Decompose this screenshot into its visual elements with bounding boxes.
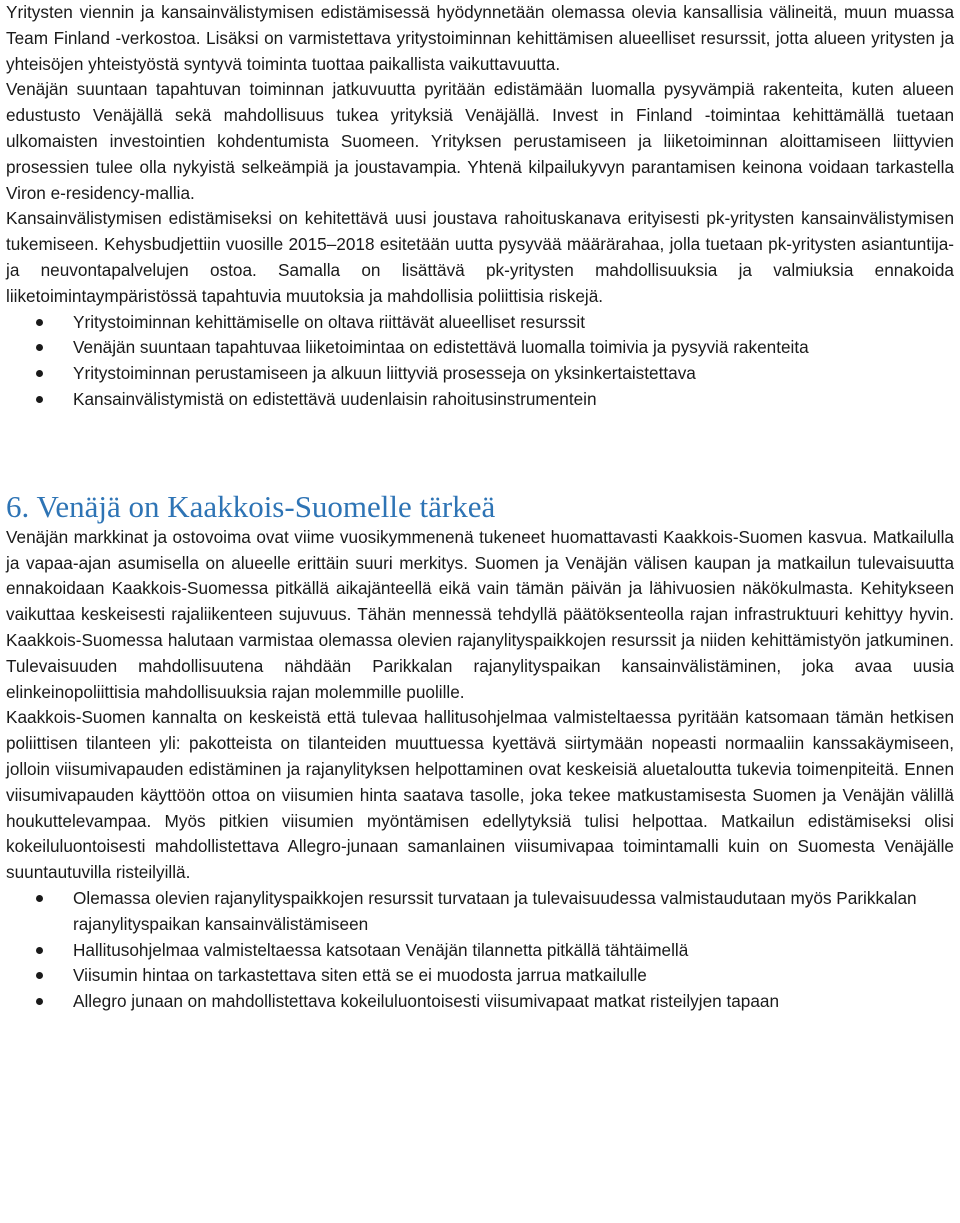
bullet-icon [36,370,43,377]
list-item-text: Yritystoiminnan perustamiseen ja alkuun liittyviä prosesseja on yksinkertaistettava [73,363,696,384]
bullet-icon [36,319,43,326]
bullet-icon [36,947,43,954]
paragraph-markets: Venäjän markkinat ja ostovoima ovat viime vuosikymmenenä tukeneet huomattavasti Kaakkois-Suomen kasvua. Matkailulla ja vapaa-ajan asumisella on alueelle erittäin suuri merkitys. Suomen ja Venäjän välisen kaupan ja matkailun tulevaisuutta ennakoidaan Kaakkois-Suomessa pitkällä aikajänteellä eikä vain tämän päivän ja lähivuosien näkökulmasta. Kehitykseen vaikuttaa keskeisesti rajaliikenteen sujuvuus. Tähän mennessä tehdyllä päätöksenteolla rajan infrastruktuuri kehittyy hyvin. Kaakkois-Suomessa halutaan varmistaa olemassa olevien rajanylityspaikkojen resurssit ja niiden kehittämistyön jatkuminen. Tulevaisuuden mahdollisuutena nähdään Parikkalan rajanylityspaikan kansainvälistäminen, joka avaa uusia elinkeinopoliittisia mahdollisuuksia rajan molemmille puolille. [6,526,954,702]
list-item [6,963,954,989]
bullet-icon [36,895,43,902]
list-item [6,989,954,1015]
list-item-text: Kansainvälistymistä on edistettävä uudenlaisin rahoitusinstrumentein [73,388,597,409]
paragraph-russia-activity: Venäjän suuntaan tapahtuvan toiminnan jatkuvuutta pyritään edistämään luomalla pysyvämpiä rakenteita, kuten alueen edustusto Venäjällä sekä mahdollisuus tukea yrityksiä Venäjällä. Invest in Finland -toimintaa kehittämällä tuetaan ulkomaisten investointien kohdentumista Suomeen. Yrityksen perustamiseen ja liiketoiminnan aloittamiseen liittyvien prosessien tulee olla nykyistä selkeämpiä ja joustavampia. Yhtenä kilpailukyvyn parantamisen keinona voidaan tarkastella Viron e-residency-mallia. [6,79,954,203]
bullet-icon [36,972,43,979]
list-item [6,361,954,387]
paragraph-government: Kaakkois-Suomen kannalta on keskeistä että tulevaa hallitusohjelmaa valmisteltaessa pyritään katsomaan tämän hetkisen poliittisen tilanteen yli: pakotteista on tilanteiden muuttuessa kyettävä siirtymään nopeasti normaaliin kanssakäymiseen, jolloin viisumivapauden edistäminen ja rajanylityksen helpottaminen ovat keskeisiä aluetaloutta tukevia toimenpiteitä. Ennen viisumivapauden käyttöön ottoa on viisumien hinta saatava tasolle, joka tekee matkustamisesta Suomen ja Venäjän välillä houkuttelevampaa. Myös pitkien viisumien myöntämisen edellytyksiä tulisi helpottaa. Matkailun edistämiseksi olisi kokeiluluontoisesti mahdollistettava Allegro-junaan samanlainen viisumivapaa toimintamalli kuin on Suomesta Venäjälle suuntautuvilla risteilyillä. [6,707,954,883]
list-item-text: Hallitusohjelmaa valmisteltaessa katsotaan Venäjän tilannetta pitkällä tähtäimellä [73,939,689,960]
list-item-text: Allegro junaan on mahdollistettava kokeiluluontoisesti viisumivapaat matkat risteilyjen tapaan [73,991,780,1012]
bullet-list-border [6,886,954,1015]
list-item [6,310,954,336]
list-item-text: Viisumin hintaa on tarkastettava siten että se ei muodosta jarrua matkailulle [73,965,647,986]
list-item [6,387,954,413]
bullet-icon [36,344,43,351]
bullet-icon [36,396,43,403]
bullet-icon [36,998,43,1005]
paragraph-intro: Yritysten viennin ja kansainvälistymisen edistämisessä hyödynnetään olemassa olevia kansallisia välineitä, muun muassa Team Finland -verkostoa. Lisäksi on varmistettava yritystoiminnan kehittämisen alueelliset resurssit, jotta alueen yritysten ja yhteisöjen yhteistyöstä syntyvä toiminta tuottaa paikallista vaikuttavuutta. [6,2,954,74]
list-item-text: Yritystoiminnan kehittämiselle on oltava riittävät alueelliset resurssit [73,311,586,332]
list-item [6,886,954,938]
section-heading: 6. Venäjä on Kaakkois-Suomelle tärkeä [6,488,496,524]
list-item [6,938,954,964]
list-item-text: Olemassa olevien rajanylityspaikkojen resurssit turvataan ja tulevaisuudessa valmistaudutaan myös Parikkalan rajanylityspaikan kansainvälistämiseen [73,887,917,934]
list-item [6,335,954,361]
bullet-list-summary [6,310,954,413]
paragraph-financing: Kansainvälistymisen edistämiseksi on kehitettävä uusi joustava rahoituskanava erityisesti pk-yritysten kansainvälistymisen tukemiseen. Kehysbudjettiin vuosille 2015–2018 esitetään uutta pysyvää määrärahaa, jolla tuetaan pk-yritysten asiantuntija- ja neuvontapalvelujen ostoa. Samalla on lisättävä pk-yritysten mahdollisuuksia ja valmiuksia ennakoida liiketoimintaympäristössä tapahtuvia muutoksia ja mahdollisia poliittisia riskejä. [6,208,954,306]
list-item-text: Venäjän suuntaan tapahtuvaa liiketoimintaa on edistettävä luomalla toimivia ja pysyviä rakenteita [73,337,809,358]
